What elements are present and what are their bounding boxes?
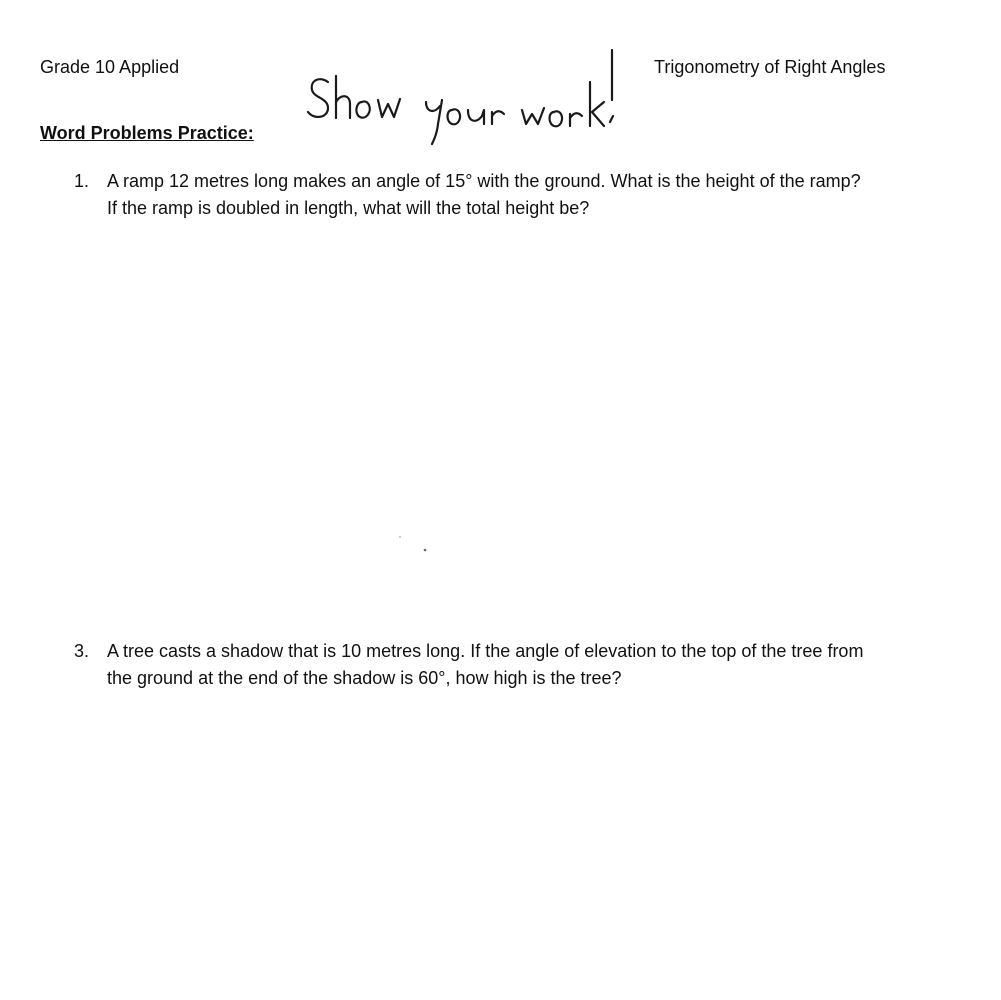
section-title: Word Problems Practice: (40, 123, 254, 143)
problem-3 (74, 638, 954, 698)
unit-title: Trigonometry of Right Angles (654, 57, 886, 77)
problem-line: A ramp 12 metres long makes an angle of 15° with the ground. What is the height of the ramp? (107, 171, 861, 191)
problem-line: A tree casts a shadow that is 10 metres long. If the angle of elevation to the top of the tree from (107, 641, 864, 661)
problem-line: the ground at the end of the shadow is 60°, how high is the tree? (107, 668, 622, 688)
problem-text (107, 168, 947, 222)
course-label: Grade 10 Applied (40, 57, 180, 77)
problem-number: 1. (74, 171, 90, 191)
problem-1 (74, 168, 954, 228)
scan-specks (395, 533, 435, 557)
problem-text (107, 638, 947, 692)
handwritten-note (300, 40, 630, 150)
problem-number: 3. (74, 641, 90, 661)
problem-line: If the ramp is doubled in length, what will the total height be? (107, 198, 590, 218)
